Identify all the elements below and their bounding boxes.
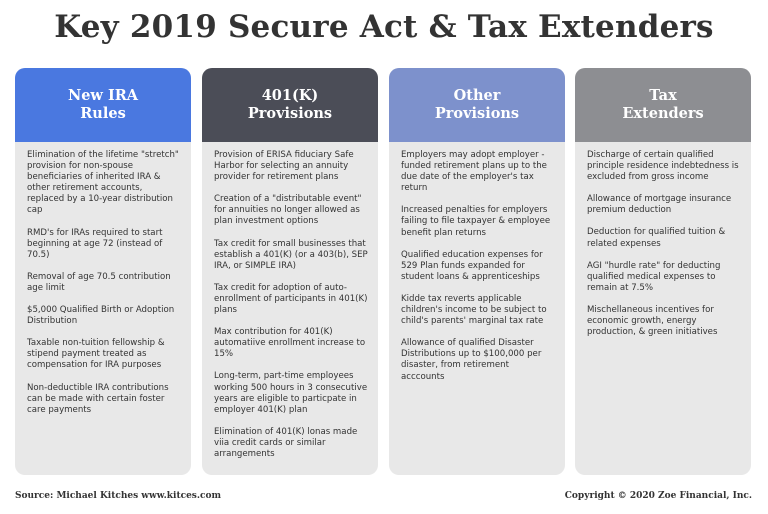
list-item: Non-deductible IRA contributions can be made with certain foster care payments xyxy=(27,382,169,415)
column-items xyxy=(389,142,565,383)
list-item: RMD's for IRAs required to start beginning at age 72 (instead of 70.5) xyxy=(27,227,163,260)
list-item: Qualified education expenses for 529 Plan funds expanded for student loans & apprenticeships xyxy=(401,249,543,282)
column-items xyxy=(575,142,751,338)
column-heading: 401(K) Provisions xyxy=(202,68,378,142)
list-item: Tax credit for small businesses that establish a 401(K) (or a 403(b), SEP IRA, or SIMPLE IRA) xyxy=(214,238,368,271)
source-footer: Source: Michael Kitches www.kitces.com xyxy=(15,491,222,501)
column-items xyxy=(202,142,378,460)
column-heading: Tax Extenders xyxy=(575,68,751,142)
list-item: Taxable non-tuition fellowship & stipend payment treated as compensation for IRA purposes xyxy=(27,338,165,371)
column-other-provisions xyxy=(389,68,565,475)
list-item: Mischellaneous incentives for economic growth, energy production, & green initiatives xyxy=(587,304,718,338)
column-401k-provisions xyxy=(202,68,378,475)
list-item: $5,000 Qualified Birth or Adoption Distribution xyxy=(27,305,175,327)
list-item: Deduction for qualified tuition & related expenses xyxy=(587,227,726,249)
list-item: Allowance of qualified Disaster Distributions up to $100,000 per disaster, from retirement acccounts xyxy=(401,338,542,382)
list-item: Max contribution for 401(K) automatiive enrollment increase to 15% xyxy=(214,327,366,360)
list-item: Increased penalties for employers failing to file taxpayer & employee benefit plan returns xyxy=(401,205,551,238)
copyright-footer: Copyright © 2020 Zoe Financial, Inc. xyxy=(564,491,752,501)
list-item: Creation of a "distributable event" for annuities no longer allowed as plan investment options xyxy=(214,194,362,227)
column-heading: Other Provisions xyxy=(389,68,565,142)
list-item: Discharge of certain qualified principle residence indebtedness is excluded from gross income xyxy=(587,150,739,183)
column-items xyxy=(15,142,191,416)
list-item: Kidde tax reverts applicable children's income to be subject to child's parents' marginal tax rate xyxy=(401,293,547,327)
list-item: Employers may adopt employer -funded retirement plans up to the due date of the employer's tax return xyxy=(401,150,547,194)
list-item: Long-term, part-time employees working 500 hours in 3 consecutive years are eligible to particpate in employer 401(K) plan xyxy=(214,371,368,415)
column-heading: New IRA Rules xyxy=(15,68,191,142)
list-item: Elimination of 401(K) lonas made viia credit cards or similar arrangements xyxy=(214,426,358,459)
page-title: Key 2019 Secure Act & Tax Extenders xyxy=(54,9,714,45)
list-item: Removal of age 70.5 contribution age limit xyxy=(27,271,171,293)
list-item: Elimination of the lifetime "stretch" provision for non-spouse beneficiaries of inherited IRA & other retirement accounts, replaced by a 10-year distribution cap xyxy=(27,150,179,216)
list-item: Allowance of mortgage insurance premium deduction xyxy=(587,194,732,216)
column-tax-extenders xyxy=(575,68,751,475)
columns-container xyxy=(15,68,753,476)
list-item: Provision of ERISA fiduciary Safe Harbor for selecting an annuity provider for retirement plans xyxy=(214,150,354,183)
list-item: AGI "hurdle rate" for deducting qualified medical expenses to remain at 7.5% xyxy=(587,260,721,293)
list-item: Tax credit for adoption of auto-enrollment of participants in 401(K) plans xyxy=(214,282,368,316)
column-new-ira-rules xyxy=(15,68,191,475)
